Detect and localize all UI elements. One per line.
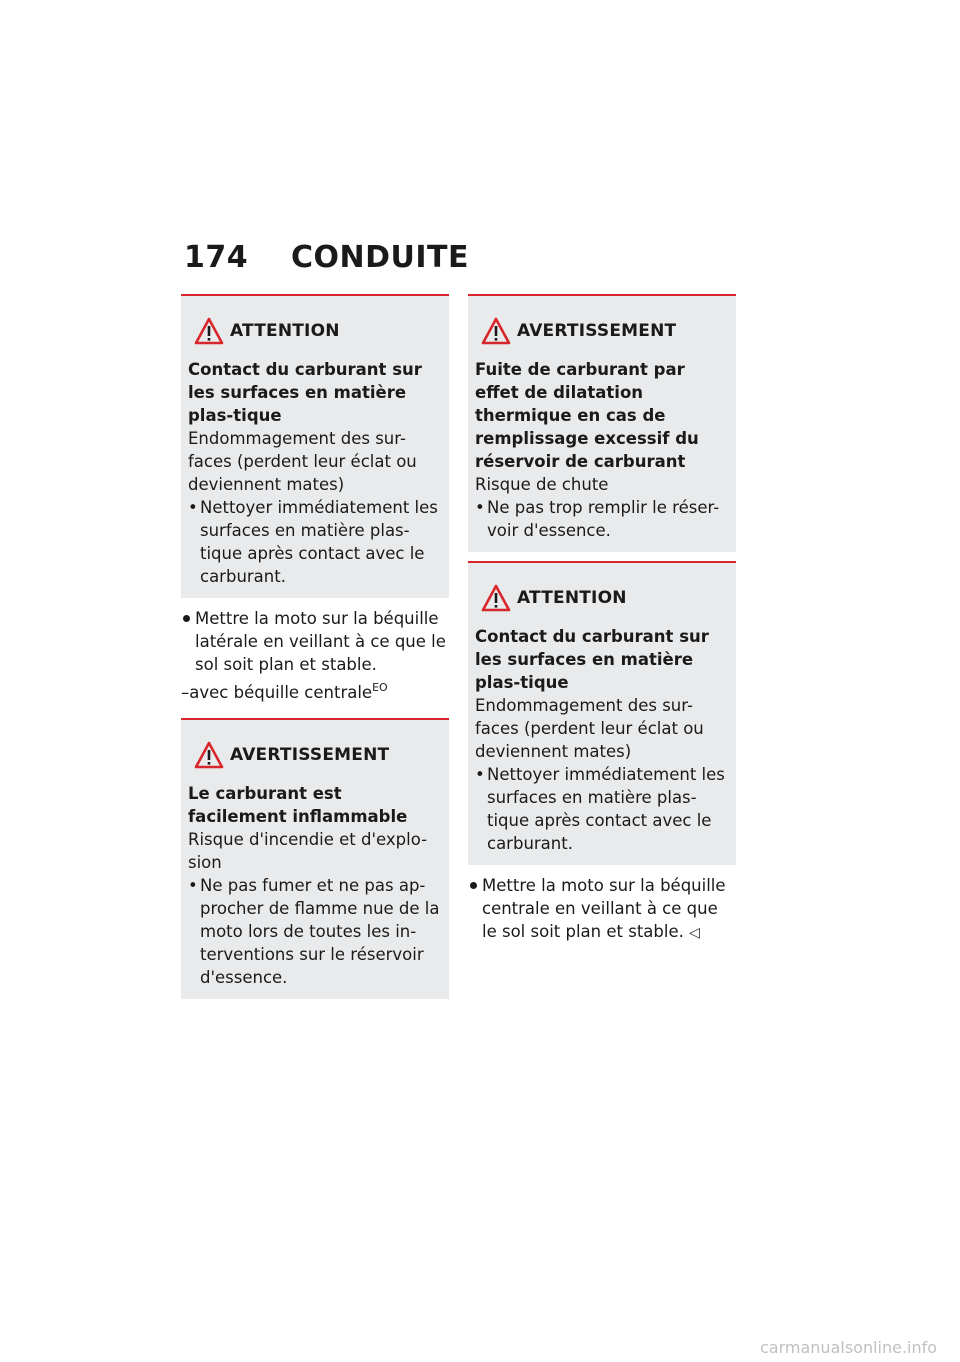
- notice-header: [180, 314, 441, 348]
- step-item: [181, 607, 449, 676]
- step-text: Mettre la moto sur la béquille centrale en veillant à ce que le sol soit plan et stable.: [482, 876, 726, 941]
- right-column: [468, 294, 736, 945]
- section-title: CONDUITE: [290, 240, 469, 275]
- warning-triangle-icon: [467, 314, 511, 348]
- avertissement-notice: [181, 718, 449, 999]
- notice-subtitle: Le carburant est facilement inflammable: [188, 784, 408, 826]
- notice-bullet: • Ne pas trop remplir le réser-voir d'essence.: [475, 496, 728, 542]
- notice-text: Endommagement des sur-faces (perdent leur éclat ou deviennent mates): [475, 696, 704, 761]
- notice-title: ATTENTION: [517, 588, 627, 608]
- option-text: avec béquille centrale: [189, 683, 373, 702]
- notice-header: [180, 738, 441, 772]
- notice-header: [467, 581, 728, 615]
- step-bullet-icon: [183, 615, 190, 622]
- option-code: EO: [372, 681, 388, 694]
- notice-bullet: • Ne pas fumer et ne pas ap-procher de flamme nue de la moto lors de toutes les in-terventions sur le réservoir d'essence.: [188, 874, 441, 989]
- end-of-section-icon: ◁: [689, 925, 700, 941]
- step-bullet-icon: [470, 882, 477, 889]
- notice-header: [467, 314, 728, 348]
- notice-subtitle: Contact du carburant sur les surfaces en matière plas-tique: [475, 627, 709, 692]
- attention-notice: [181, 294, 449, 598]
- notice-title: AVERTISSEMENT: [230, 745, 390, 765]
- notice-title: AVERTISSEMENT: [517, 321, 677, 341]
- notice-text: Risque de chute: [475, 475, 609, 494]
- page-number: 174: [184, 240, 249, 275]
- notice-text: Endommagement des sur-faces (perdent leur éclat ou deviennent mates): [188, 429, 417, 494]
- step-text: Mettre la moto sur la béquille latérale en veillant à ce que le sol soit plan et stable.: [195, 609, 446, 674]
- dash-icon: –: [181, 683, 190, 702]
- avertissement-notice: [468, 294, 736, 552]
- notice-bullet: • Nettoyer immédiatement les surfaces en matière plas-tique après contact avec le carburant.: [188, 496, 441, 588]
- notice-bullet: • Nettoyer immédiatement les surfaces en matière plas-tique après contact avec le carburant.: [475, 763, 728, 855]
- left-column: [181, 294, 449, 1008]
- warning-triangle-icon: [180, 314, 224, 348]
- warning-triangle-icon: [467, 581, 511, 615]
- attention-notice: [468, 561, 736, 865]
- page-header: [184, 240, 469, 275]
- watermark: carmanualsonline.info: [760, 1338, 938, 1357]
- warning-triangle-icon: [180, 738, 224, 772]
- step-item: [468, 874, 736, 945]
- notice-title: ATTENTION: [230, 321, 340, 341]
- notice-subtitle: Fuite de carburant par effet de dilatation thermique en cas de remplissage excessif du réservoir de carburant: [475, 360, 699, 471]
- notice-subtitle: Contact du carburant sur les surfaces en matière plas-tique: [188, 360, 422, 425]
- option-line: [181, 676, 449, 704]
- notice-text: Risque d'incendie et d'explo-sion: [188, 830, 428, 872]
